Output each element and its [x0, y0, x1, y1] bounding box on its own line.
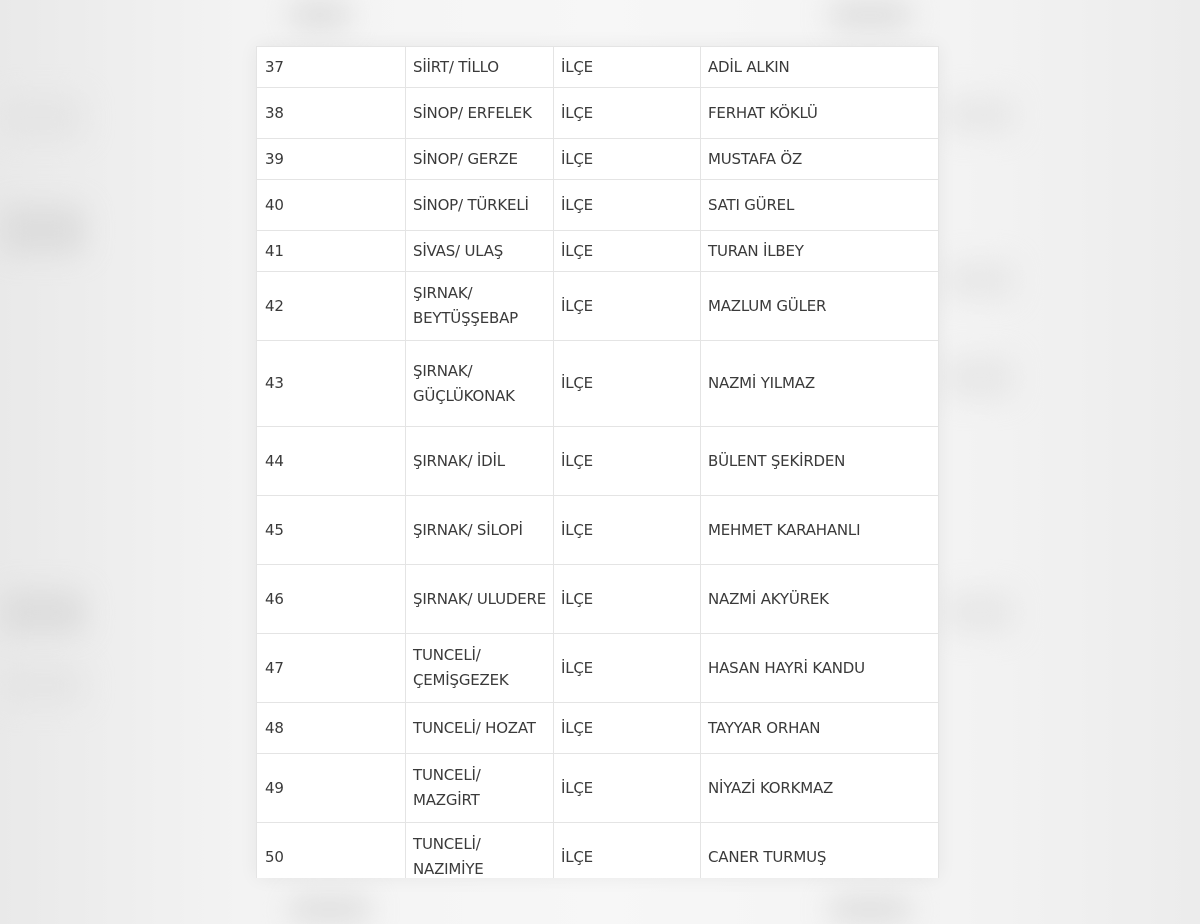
person-name-cell: FERHAT KÖKLÜ [701, 88, 939, 139]
person-name-cell: HASAN HAYRİ KANDU [701, 634, 939, 703]
table-row [257, 427, 939, 496]
table-panel [256, 46, 939, 878]
type-cell: İLÇE [554, 565, 701, 634]
table-row [257, 231, 939, 272]
place-cell: SİNOP/ ERFELEK [406, 88, 554, 139]
type-cell: İLÇE [554, 754, 701, 823]
person-name-cell: MUSTAFA ÖZ [701, 139, 939, 180]
row-number: 48 [257, 703, 406, 754]
background-blur-shape [0, 590, 85, 635]
table-row [257, 272, 939, 341]
place-cell: SİNOP/ GERZE [406, 139, 554, 180]
background-blur-shape [830, 0, 910, 30]
place-cell: ŞIRNAK/ ULUDERE [406, 565, 554, 634]
person-name-cell: MAZLUM GÜLER [701, 272, 939, 341]
type-cell: İLÇE [554, 341, 701, 427]
person-name-cell: SATI GÜREL [701, 180, 939, 231]
table-row [257, 565, 939, 634]
row-number: 38 [257, 88, 406, 139]
table-row [257, 180, 939, 231]
background-blur-shape [945, 355, 1015, 400]
person-name-cell: CANER TURMUŞ [701, 823, 939, 879]
background-blur-shape [290, 895, 370, 924]
background-blur-shape [0, 95, 85, 140]
background-blur-shape [830, 895, 910, 924]
background-blur-shape [0, 205, 85, 255]
place-cell: ŞIRNAK/ GÜÇLÜKONAK [406, 341, 554, 427]
results-table [256, 46, 939, 878]
type-cell: İLÇE [554, 496, 701, 565]
row-number: 40 [257, 180, 406, 231]
table-row [257, 47, 939, 88]
background-blur-shape [945, 260, 1015, 300]
row-number: 50 [257, 823, 406, 879]
row-number: 42 [257, 272, 406, 341]
row-number: 45 [257, 496, 406, 565]
person-name-cell: ADİL ALKIN [701, 47, 939, 88]
place-cell: SİİRT/ TİLLO [406, 47, 554, 88]
type-cell: İLÇE [554, 634, 701, 703]
background-blur-shape [945, 590, 1015, 635]
place-cell: TUNCELİ/ MAZGİRT [406, 754, 554, 823]
background-blur-shape [0, 665, 85, 705]
place-cell: ŞIRNAK/ BEYTÜŞŞEBAP [406, 272, 554, 341]
background-blur-shape [290, 0, 350, 30]
row-number: 43 [257, 341, 406, 427]
person-name-cell: NİYAZİ KORKMAZ [701, 754, 939, 823]
row-number: 47 [257, 634, 406, 703]
place-cell: TUNCELİ/ ÇEMİŞGEZEK [406, 634, 554, 703]
table-row [257, 634, 939, 703]
type-cell: İLÇE [554, 272, 701, 341]
table-row [257, 341, 939, 427]
type-cell: İLÇE [554, 703, 701, 754]
person-name-cell: BÜLENT ŞEKİRDEN [701, 427, 939, 496]
type-cell: İLÇE [554, 88, 701, 139]
place-cell: SİVAS/ ULAŞ [406, 231, 554, 272]
table-row [257, 754, 939, 823]
row-number: 49 [257, 754, 406, 823]
background-blur-shape [945, 95, 1015, 135]
person-name-cell: NAZMİ YILMAZ [701, 341, 939, 427]
person-name-cell: TAYYAR ORHAN [701, 703, 939, 754]
type-cell: İLÇE [554, 823, 701, 879]
place-cell: ŞIRNAK/ İDİL [406, 427, 554, 496]
person-name-cell: NAZMİ AKYÜREK [701, 565, 939, 634]
type-cell: İLÇE [554, 427, 701, 496]
table-row [257, 703, 939, 754]
place-cell: TUNCELİ/ NAZIMİYE [406, 823, 554, 879]
row-number: 37 [257, 47, 406, 88]
person-name-cell: TURAN İLBEY [701, 231, 939, 272]
place-cell: SİNOP/ TÜRKELİ [406, 180, 554, 231]
row-number: 41 [257, 231, 406, 272]
place-cell: ŞIRNAK/ SİLOPİ [406, 496, 554, 565]
place-cell: TUNCELİ/ HOZAT [406, 703, 554, 754]
type-cell: İLÇE [554, 180, 701, 231]
table-row [257, 823, 939, 879]
row-number: 46 [257, 565, 406, 634]
table-row [257, 88, 939, 139]
row-number: 44 [257, 427, 406, 496]
type-cell: İLÇE [554, 231, 701, 272]
table-row [257, 496, 939, 565]
row-number: 39 [257, 139, 406, 180]
type-cell: İLÇE [554, 139, 701, 180]
person-name-cell: MEHMET KARAHANLI [701, 496, 939, 565]
type-cell: İLÇE [554, 47, 701, 88]
table-row [257, 139, 939, 180]
